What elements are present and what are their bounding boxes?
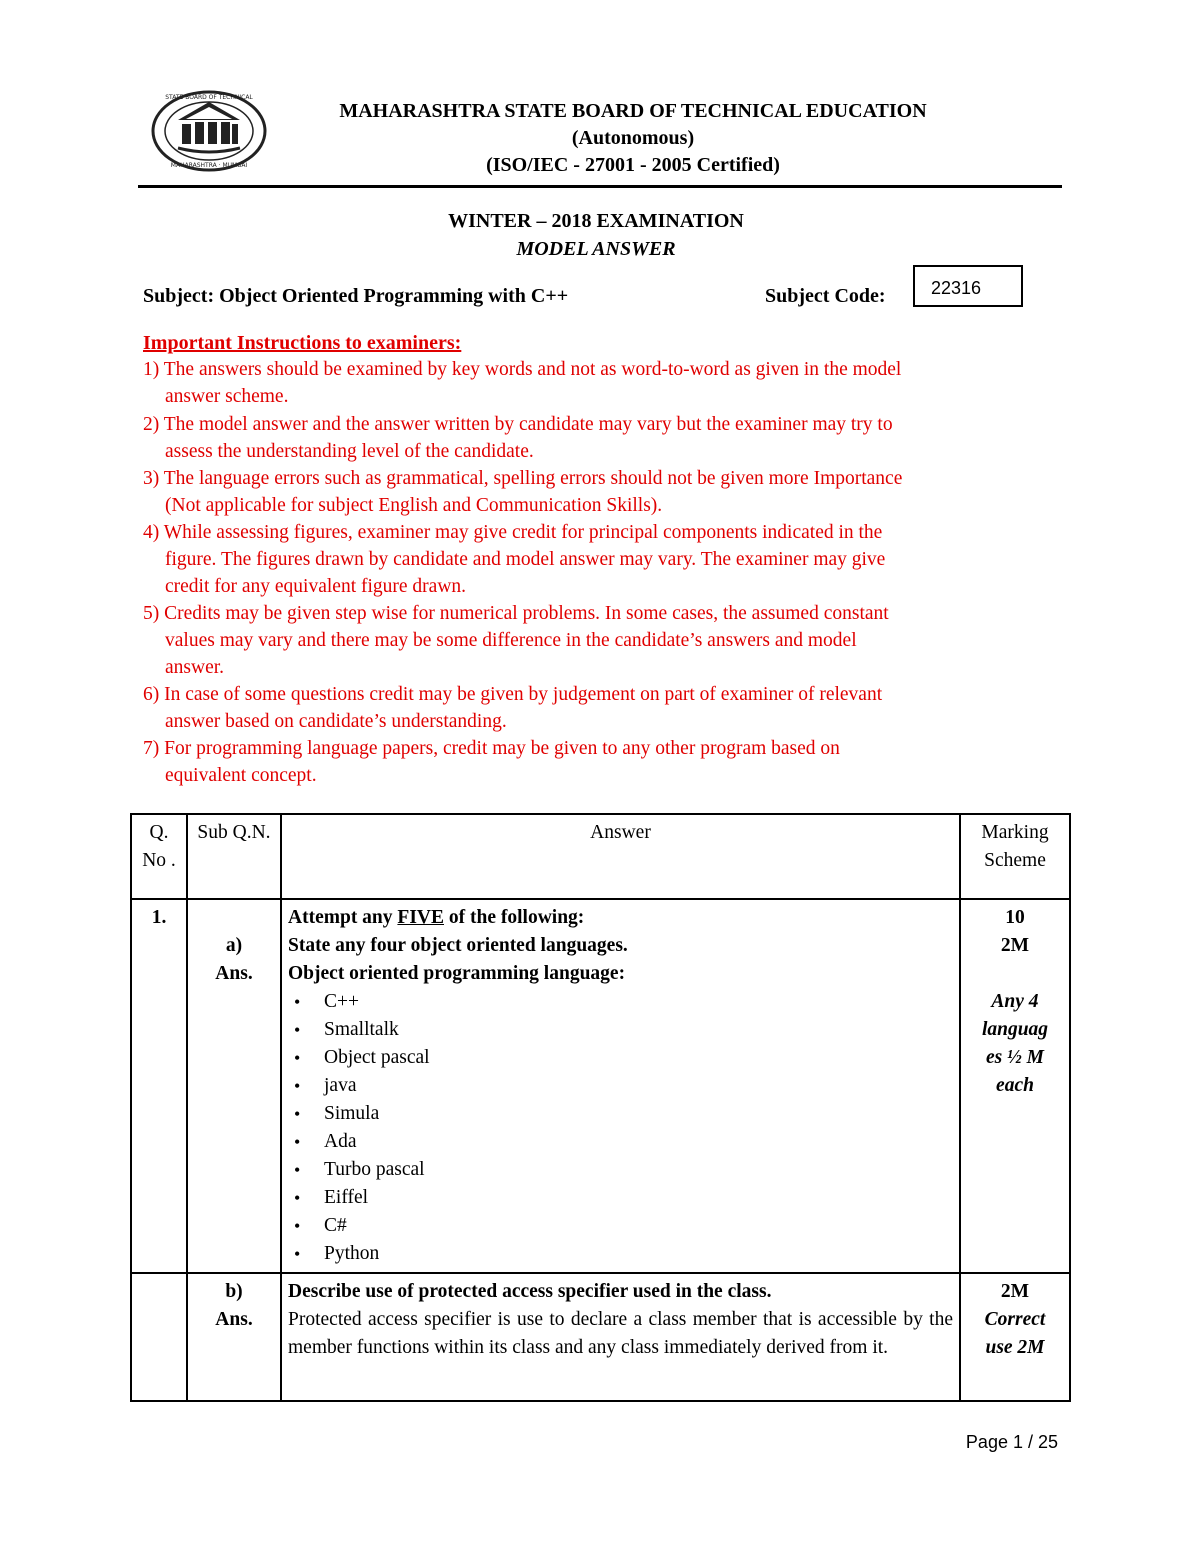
header-qno: Q. No . (131, 814, 187, 899)
question-a-text: State any four object oriented languages. (288, 935, 628, 956)
answer-table (130, 813, 1071, 1402)
marking-cell-b: 2M Correct use 2M (960, 1273, 1070, 1401)
language-list (288, 988, 953, 1268)
list-item: • Python (324, 1240, 953, 1268)
question-number: 1. (131, 899, 187, 1273)
header-subqn: Sub Q.N. (187, 814, 281, 899)
list-item: • Simula (324, 1100, 953, 1128)
subject-code-label: Subject Code: (765, 285, 886, 307)
exam-subtitle: MODEL ANSWER (516, 238, 676, 260)
instruction-item-3: 3) The language errors such as grammatical, spelling errors should not be given more Importance (Not applicable for subject English and Communication Skills). (143, 468, 903, 516)
list-item: • C++ (324, 988, 953, 1016)
question-b-text: Describe use of protected access specifier used in the class. (288, 1281, 772, 1302)
msbte-logo (150, 90, 268, 172)
instruction-item-4: 4) While assessing figures, examiner may give credit for principal components indicated in the figure. The figures drawn by candidate and model answer may vary. The examiner may give credit for any equivalent figure drawn. (143, 522, 886, 597)
header-marking: Marking Scheme (960, 814, 1070, 899)
list-item: • Object pascal (324, 1044, 953, 1072)
instruction-item-5: 5) Credits may be given step wise for numerical problems. In some cases, the assumed constant values may vary and there may be some difference in the candidate’s answers and model answer. (143, 603, 889, 678)
svg-text:STATE BOARD OF TECHNICAL: STATE BOARD OF TECHNICAL (165, 94, 253, 101)
sub-question-b: b) Ans. (187, 1273, 281, 1401)
instruction-item-7: 7) For programming language papers, credit may be given to any other program based on equivalent concept. (143, 738, 840, 786)
list-item: • Eiffel (324, 1184, 953, 1212)
subject-label: Subject: Object Oriented Programming with C++ (143, 285, 569, 307)
list-item: • Ada (324, 1128, 953, 1156)
answer-cell-b (281, 1273, 960, 1401)
instruction-item-2: 2) The model answer and the answer written by candidate may vary but the examiner may try to assess the understanding level of the candidate. (143, 414, 893, 462)
instruction-item-6: 6) In case of some questions credit may be given by judgement on part of examiner of relevant answer based on candidate’s understanding. (143, 684, 883, 732)
certification-label: (ISO/IEC - 27001 - 2005 Certified) (486, 154, 780, 176)
sub-question-a: a) Ans. (187, 899, 281, 1273)
answer-b-text: Protected access specifier is use to declare a class member that is accessible by the member functions within its class and any class immediately derived from it. (288, 1309, 953, 1358)
page-number: Page 1 / 25 (965, 1432, 1058, 1452)
board-name: MAHARASHTRA STATE BOARD OF TECHNICAL EDUCATION (339, 100, 927, 122)
question-number-empty (131, 1273, 187, 1401)
table-row (131, 899, 1070, 1273)
instruction-item-1: 1) The answers should be examined by key words and not as word-to-word as given in the model answer scheme. (143, 359, 902, 407)
table-row (131, 1273, 1070, 1401)
header-answer: Answer (281, 814, 960, 899)
list-item: • Turbo pascal (324, 1156, 953, 1184)
answer-cell-a (281, 899, 960, 1273)
table-header-row (131, 814, 1070, 899)
autonomous-label: (Autonomous) (571, 127, 695, 149)
instructions-heading: Important Instructions to examiners: (143, 332, 462, 354)
subject-code-box: 22316 (913, 265, 1023, 307)
exam-title: WINTER – 2018 EXAMINATION (448, 210, 744, 232)
list-item: • Smalltalk (324, 1016, 953, 1044)
answer-a-heading: Object oriented programming language: (288, 963, 626, 984)
marking-cell-a: 10 2M Any 4 languag es ½ M each (960, 899, 1070, 1273)
header-divider (138, 185, 1062, 188)
list-item: • C# (324, 1212, 953, 1240)
attempt-instruction: Attempt any FIVE of the following: (288, 907, 585, 928)
list-item: • java (324, 1072, 953, 1100)
svg-text:MAHARASHTRA · MUMBAI: MAHARASHTRA · MUMBAI (170, 162, 248, 169)
